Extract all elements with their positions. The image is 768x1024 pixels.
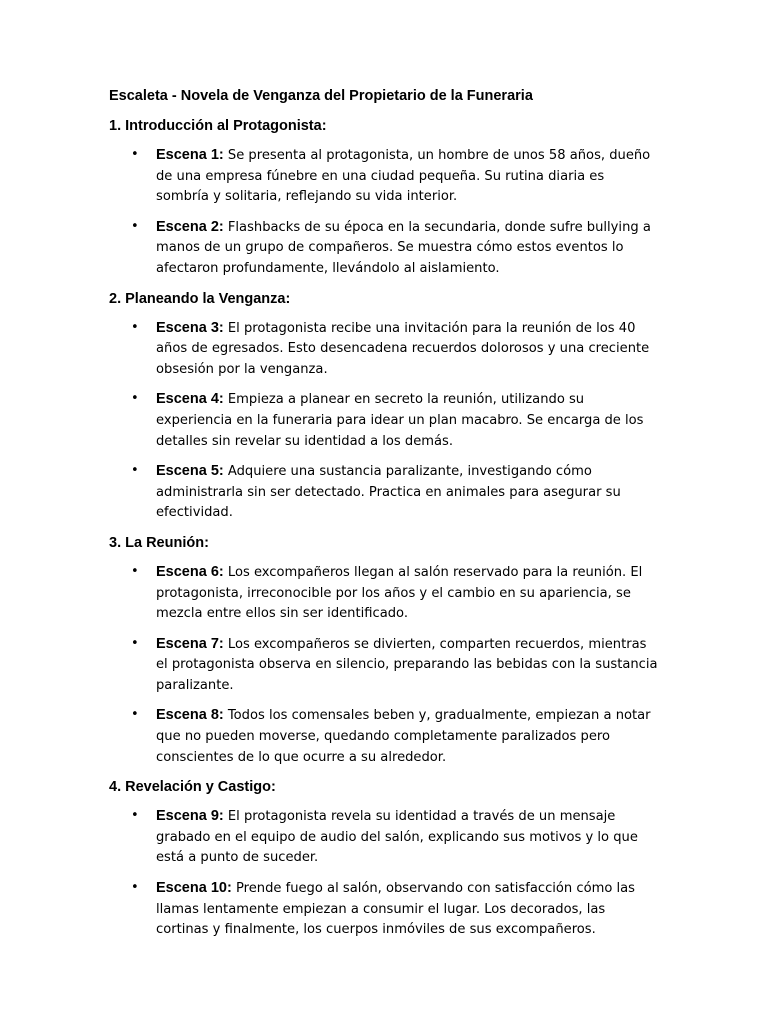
bullet-icon: •: [131, 319, 139, 335]
section-heading-4: 4. Revelación y Castigo:: [109, 779, 276, 796]
scene-label: Escena 1:: [156, 147, 224, 163]
scene-list-1: [109, 145, 661, 280]
section-heading-3: 3. La Reunión:: [109, 534, 209, 551]
bullet-icon: •: [131, 707, 139, 723]
scene-label: Escena 3:: [156, 319, 224, 336]
bullet-icon: •: [131, 147, 139, 162]
section-heading-2: 2. Planeando la Venganza:: [109, 290, 291, 307]
scene-label: Escena 9:: [156, 808, 224, 825]
scene-text: Los excompañeros se divierten, comparten recuerdos, mientras el protagonista observa en silencio, preparando las bebidas con la sustancia paralizante.: [156, 636, 658, 693]
scene-item-4: [109, 389, 661, 452]
scene-label: Escena 5:: [156, 463, 224, 480]
scene-text: El protagonista revela su identidad a través de un mensaje grabado en el equipo de audio del salón, explicando sus motivos y lo que está a punto de suceder.: [156, 809, 638, 866]
scene-text: El protagonista recibe una invitación para la reunión de los 40 años de egresados. Esto desencadena recuerdos dolorosos y una creciente obsesión por la venganza.: [156, 320, 650, 377]
scene-label: Escena 4:: [156, 391, 224, 408]
scene-label: Escena 2:: [156, 218, 224, 235]
scene-item-9: [109, 806, 661, 869]
scene-label: Escena 10:: [156, 880, 232, 897]
scene-text: Todos los comensales beben y, gradualmente, empiezan a notar que no pueden moverse, quedando completamente paralizados pero conscientes de lo que ocurre a su alrededor.: [156, 708, 651, 765]
bullet-icon: •: [131, 635, 139, 651]
scene-text: Flashbacks de su época en la secundaria, donde sufre bullying a manos de un grupo de compañeros. Se muestra cómo estos eventos lo afectaron profundamente, llevándolo al aislamiento.: [156, 219, 651, 276]
scene-list-3: [109, 562, 661, 768]
scene-label: Escena 8:: [156, 707, 224, 724]
bullet-icon: •: [131, 391, 139, 407]
bullet-icon: •: [131, 218, 139, 234]
scene-text: Empieza a planear en secreto la reunión, utilizando su experiencia en la funeraria para idear un plan macabro. Se encarga de los detalles sin revelar su identidad a los demás.: [156, 392, 644, 449]
scene-item-3: [109, 318, 661, 381]
scene-item-6: [109, 562, 661, 625]
bullet-icon: •: [131, 463, 139, 479]
scene-text: Se presenta al protagonista, un hombre de unos 58 años, dueño de una empresa fúnebre en una ciudad pequeña. Su rutina diaria es sombría y solitaria, reflejando su vida interior.: [156, 148, 651, 205]
bullet-icon: •: [131, 563, 139, 579]
scene-label: Escena 6:: [156, 563, 224, 580]
scene-text: Prende fuego al salón, observando con satisfacción cómo las llamas lentamente empiezan a consumir el lugar. Los decorados, las cortinas y finalmente, los cuerpos inmóviles de sus excompañeros.: [156, 881, 635, 938]
scene-item-8: [109, 705, 661, 768]
scene-item-7: [109, 634, 661, 697]
scene-list-2: [109, 318, 661, 524]
scene-text: Los excompañeros llegan al salón reservado para la reunión. El protagonista, irreconocible por los años y el cambio en su apariencia, se mezcla entre ellos sin ser identificado.: [156, 564, 643, 622]
scene-item-2: [109, 217, 661, 280]
scene-text: Adquiere una sustancia paralizante, investigando cómo administrarla sin ser detectado. Practica en animales para asegurar su efectividad.: [156, 464, 621, 521]
scene-item-5: [109, 461, 661, 524]
document-title: Escaleta - Novela de Venganza del Propietario de la Funeraria: [109, 88, 533, 104]
scene-item-10: [109, 878, 661, 941]
bullet-icon: •: [131, 880, 139, 896]
scene-item-1: [109, 145, 661, 208]
document-page: [109, 86, 661, 950]
bullet-icon: •: [131, 808, 139, 824]
scene-list-4: [109, 806, 661, 941]
section-heading-1: 1. Introducción al Protagonista:: [109, 118, 327, 134]
scene-label: Escena 7:: [156, 635, 224, 652]
